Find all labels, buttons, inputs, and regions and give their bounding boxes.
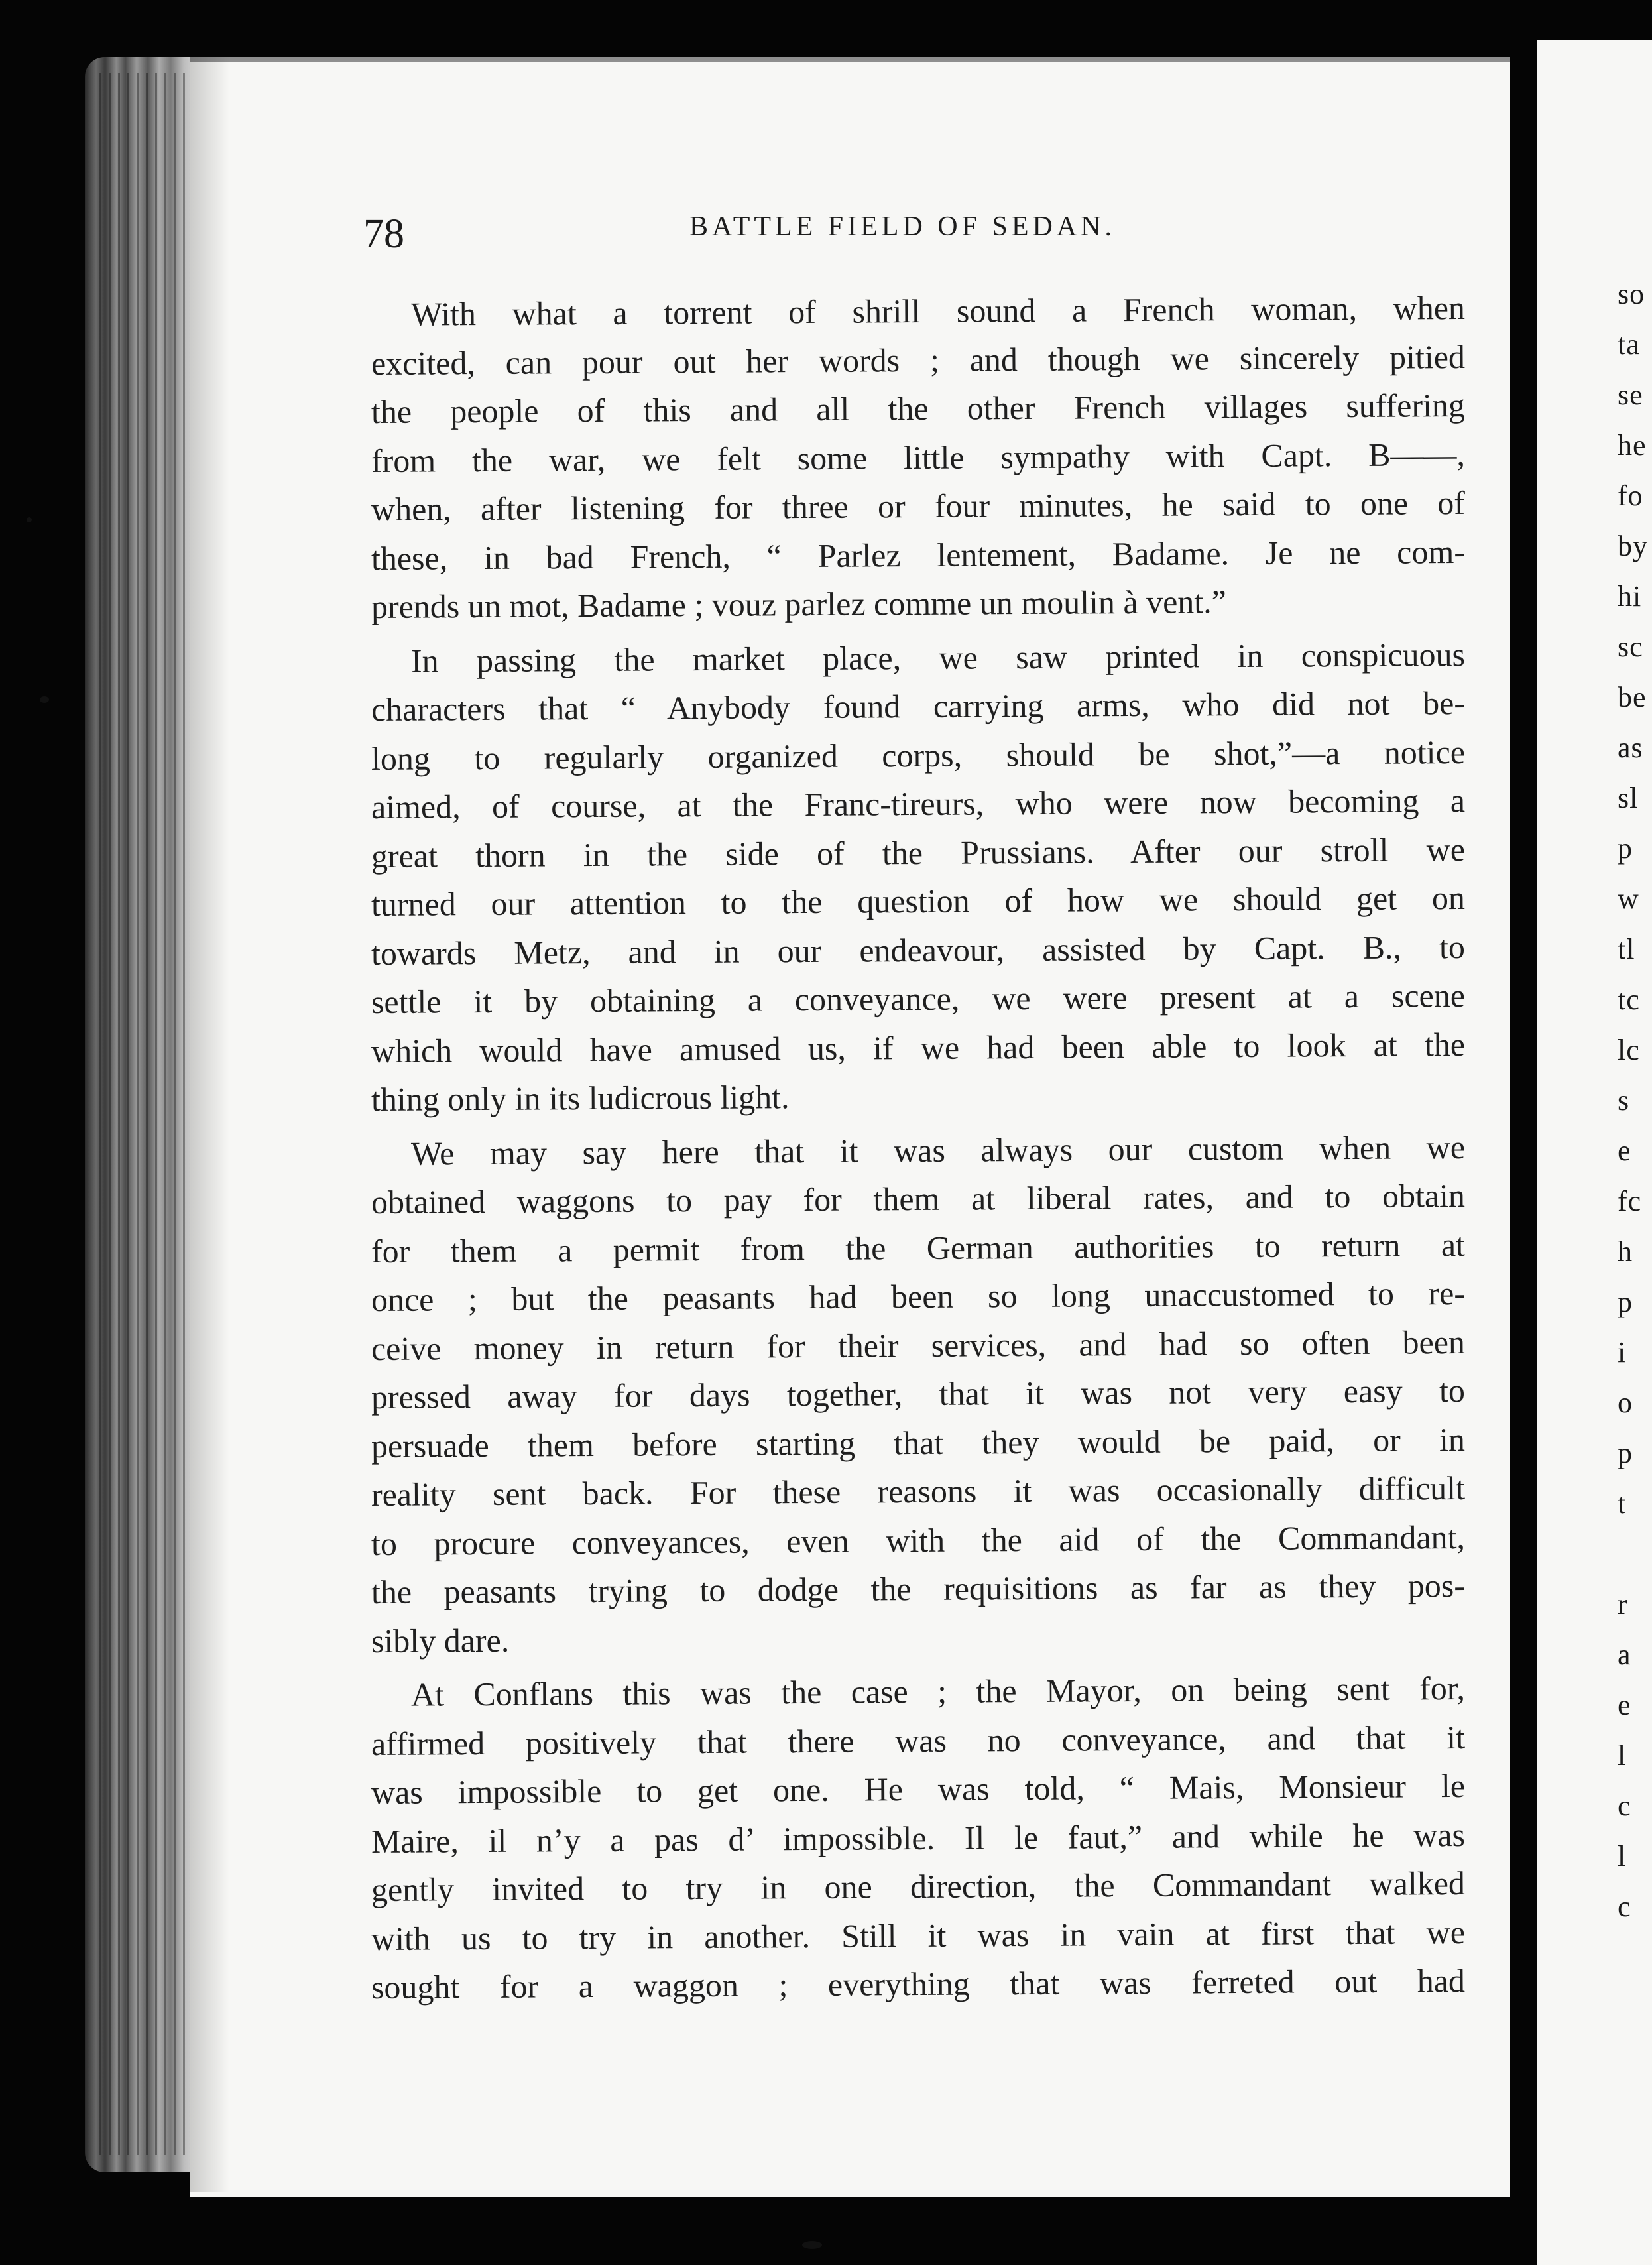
adjacent-page-fragment: lc [1618,1034,1640,1066]
text-line: reality sent back. For these reasons it was occasionally difficult [371,1469,1466,1514]
running-head-title: BATTLE FIELD OF SEDAN. [689,212,1116,242]
text-line: for them a permit from the German authorities to return at [371,1225,1466,1270]
adjacent-page-fragment: fo [1618,479,1643,512]
text-line: gently invited to try in one direction, the Commandant walked [371,1864,1466,1909]
text-line: thing only in its ludicrous light. [371,1078,790,1119]
adjacent-page-fragment: sc [1618,631,1643,663]
text-line: sibly dare. [371,1621,510,1660]
adjacent-page-fragment: l [1618,1840,1627,1872]
adjacent-page-fragment: a [1618,1638,1631,1671]
adjacent-page-fragment: t [1618,1487,1627,1520]
text-line: aimed, of course, at the Franc-tireurs, who were now becoming a [371,781,1466,826]
page-edge-lines [99,73,192,2155]
text-line: towards Metz, and in our endeavour, assisted by Capt. B., to [371,928,1466,972]
text-line: settle it by obtaining a conveyance, we were present at a scene [371,976,1466,1021]
page-gutter [1510,40,1537,2265]
scan-speck [27,517,32,522]
text-line: when, after listening for three or four minutes, he said to one of [371,483,1466,528]
text-line: affirmed positively that there was no conveyance, and that it [371,1718,1466,1762]
text-line: long to regularly organized corps, should be shot,”—a notice [371,733,1466,777]
text-line: ceive money in return for their services, and had so often been [371,1323,1466,1367]
adjacent-page [1537,40,1652,2265]
adjacent-page-fragment: he [1618,429,1647,461]
text-line: We may say here that it was always our custom when we [410,1128,1466,1172]
adjacent-page-fragment: as [1618,731,1643,764]
text-line: With what a torrent of shrill sound a French woman, when [410,288,1466,333]
adjacent-page-fragment: so [1618,278,1645,310]
text-line: turned our attention to the question of how we should get on [371,879,1466,924]
text-line: sought for a waggon ; everything that was ferreted out had [371,1961,1466,2006]
text-line: excited, can pour out her words ; and though we sincerely pitied [371,337,1466,382]
text-line: these, in bad French, “ Parlez lentement, Badame. Je ne com- [371,532,1466,577]
adjacent-page-fragment: tl [1618,933,1635,965]
text-line: At Conflans this was the case ; the Mayor, on being sent for, [410,1669,1466,1713]
adjacent-page-fragment: ta [1618,328,1640,361]
adjacent-page-fragment: w [1618,883,1639,915]
text-line: great thorn in the side of the Prussians. After our stroll we [371,830,1466,875]
adjacent-page-fragment: e [1618,1134,1631,1167]
adjacent-page-fragment: be [1618,681,1647,713]
adjacent-page-fragment: h [1618,1235,1633,1268]
adjacent-page-fragment: p [1618,1437,1633,1469]
text-line: Maire, il n’y a pas d’ impossible. Il le faut,” and while he was [371,1815,1466,1860]
adjacent-page-fragment: by [1618,530,1648,562]
text-line: once ; but the peasants had been so long unaccustomed to re- [371,1274,1466,1319]
adjacent-page-fragment: fc [1618,1185,1642,1217]
text-line: persuade them before starting that they would be paid, or in [371,1420,1466,1465]
adjacent-page-fragment: hi [1618,580,1642,613]
text-line: the peasants trying to dodge the requisitions as far as they pos- [371,1566,1466,1611]
adjacent-page-fragment: tc [1618,983,1640,1016]
adjacent-page-fragment: p [1618,1286,1633,1318]
adjacent-page-fragment: e [1618,1689,1631,1721]
text-line: with us to try in another. Still it was in vain at first that we [371,1913,1466,1957]
adjacent-page-fragment: p [1618,832,1633,865]
page-number: 78 [363,212,404,257]
text-line: In passing the market place, we saw printed in conspicuous [410,635,1466,680]
adjacent-page-fragment: sl [1618,782,1639,814]
text-line: which would have amused us, if we had been able to look at the [371,1025,1466,1070]
text-line: prends un mot, Badame ; vouz parlez comme un moulin à vent.” [371,583,1227,626]
text-line: characters that “ Anybody found carrying arms, who did not be- [371,684,1466,729]
text-line: pressed away for days together, that it was not very easy to [371,1371,1466,1416]
adjacent-page-fragment: c [1618,1790,1631,1822]
adjacent-page-fragment: o [1618,1386,1633,1419]
adjacent-page-fragment: l [1618,1739,1627,1772]
adjacent-page-fragment: i [1618,1336,1627,1369]
text-line: the people of this and all the other French villages suffering [371,386,1466,431]
scan-speck [802,2241,822,2249]
text-line: from the war, we felt some little sympathy with Capt. B——, [371,435,1466,479]
text-line: was impossible to get one. He was told, “ Mais, Monsieur le [371,1766,1466,1811]
page-binding-shadow [190,57,229,2192]
scan-speck [40,696,49,703]
text-line: to procure conveyances, even with the aid of the Commandant, [371,1518,1466,1562]
text-line: obtained waggons to pay for them at liberal rates, and to obtain [371,1176,1466,1221]
adjacent-page-fragment: se [1618,379,1643,411]
adjacent-page-fragment: c [1618,1890,1631,1923]
adjacent-page-fragment: r [1618,1588,1628,1621]
adjacent-page-fragment: s [1618,1084,1630,1117]
